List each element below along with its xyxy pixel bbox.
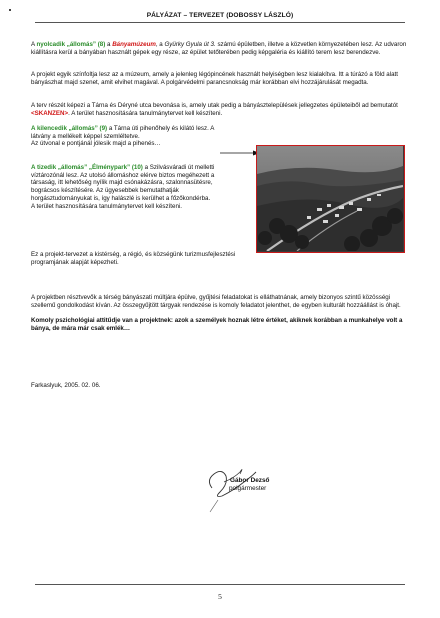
place-date: Farkaslyuk, 2005. 02. 06.	[31, 382, 101, 389]
paragraph-station-10	[31, 164, 215, 210]
station-10-label: A tizedik „állomás” „Élménypark” (10)	[31, 164, 143, 171]
text-run: . A terület hasznosítására tanulmánytervet kell készíteni.	[68, 109, 223, 117]
corner-mark	[9, 9, 11, 11]
text-run: Az útvonal e pontjánál jólesik majd a pihenés…	[31, 140, 161, 148]
text-run: számú épületben, illetve a közvetlen környezetében lesz. Az udvaron kiállításra kerül a bányában használt gépek egy része, az épület tetőterében pedig képgaléria és kiállító terem lesz berendezve.	[31, 41, 407, 56]
text-run: A	[31, 41, 37, 48]
header-rule	[35, 22, 405, 23]
paragraph-collection: A projektben résztvevők a térség bányászati múltjára épülve, gyűjtési feladatokat is elláthatnának, amely bizonyos szintű közösségi szellemű gondolkodást kíván. Az összegyűjtött tárgyak rendezése is komoly feladatot jelenthet, de egyben kulturált hozzáállást is óhajt.	[31, 294, 401, 309]
text-run: a Tárna úti pihenőhely és kilátó lesz. A látvány a mellékelt képpel szemléltetve.	[31, 125, 214, 140]
text-run: a	[105, 41, 113, 48]
text-run: , a	[155, 41, 165, 48]
paragraph-station-9	[31, 125, 227, 148]
paragraph-psychology: Komoly pszichológiai attitűdje van a projektnek: azok a személyek hoznak létre értéket, akiknek korábban a munkahelye volt a bánya, de mára már csak emlék…	[31, 317, 403, 332]
paragraph-tourism: Ez a projekt-tervezet a kistérség, a régió, és községünk turizmusfejlesztési programjának alapját képezheti.	[31, 251, 236, 266]
footer-rule	[35, 584, 405, 585]
skanzen-label: <SKANZEN>	[31, 109, 69, 117]
station-8-label: nyolcadik „állomás” (8)	[36, 41, 106, 48]
station-9-label: A kilencedik „állomás” (9)	[31, 125, 108, 132]
page-number: 5	[218, 592, 222, 601]
paragraph-station-8	[31, 41, 409, 56]
paragraph-museum-cellar: A projekt egyik színfoltja lesz az a múzeum, amely a jelenleg légópincének használt helyiségben lesz kialakítva. Itt a túrázó a föld alatt bányászhat majd szenet, amit elvihet magával. A polgárvédelmi parancsnokság már korábban elvi hozzájárulását megadta.	[31, 71, 398, 86]
text-run: A terület hasznosítására tanulmánytervet kell készíteni.	[31, 202, 182, 210]
landscape-photo	[256, 145, 405, 253]
signatory-name: Gábor Dezső	[230, 477, 270, 484]
signatory-role: polgármester	[229, 485, 267, 492]
paragraph-skanzen	[31, 102, 409, 117]
museum-label: Bányamúzeum	[112, 41, 156, 48]
text-run: A terv részét képezi a Tárna és Déryné utca bevonása is, amely utak pedig a bányásztelepülések jellegzetes épületeiből ad bemutatót	[31, 102, 398, 109]
arrow-icon	[220, 150, 260, 156]
page-header: PÁLYÁZAT – TERVEZET (DOBOSSY LÁSZLÓ)	[146, 12, 294, 19]
text-run: a Szilvásváradi út melletti víztározónál lesz. Az utolsó állomáshoz elérve biztos megéhezett a társaság, itt lehetőség nyílik majd csónakázásra, szalonnasütésre, bográcsos készítésére. Az ügyesebbek bemutathatják horgásztudományukat is, így halászlé is kerülhet a főzőkondérba.	[31, 164, 215, 202]
address-text: Gyürky Gyula út 3.	[164, 41, 216, 48]
